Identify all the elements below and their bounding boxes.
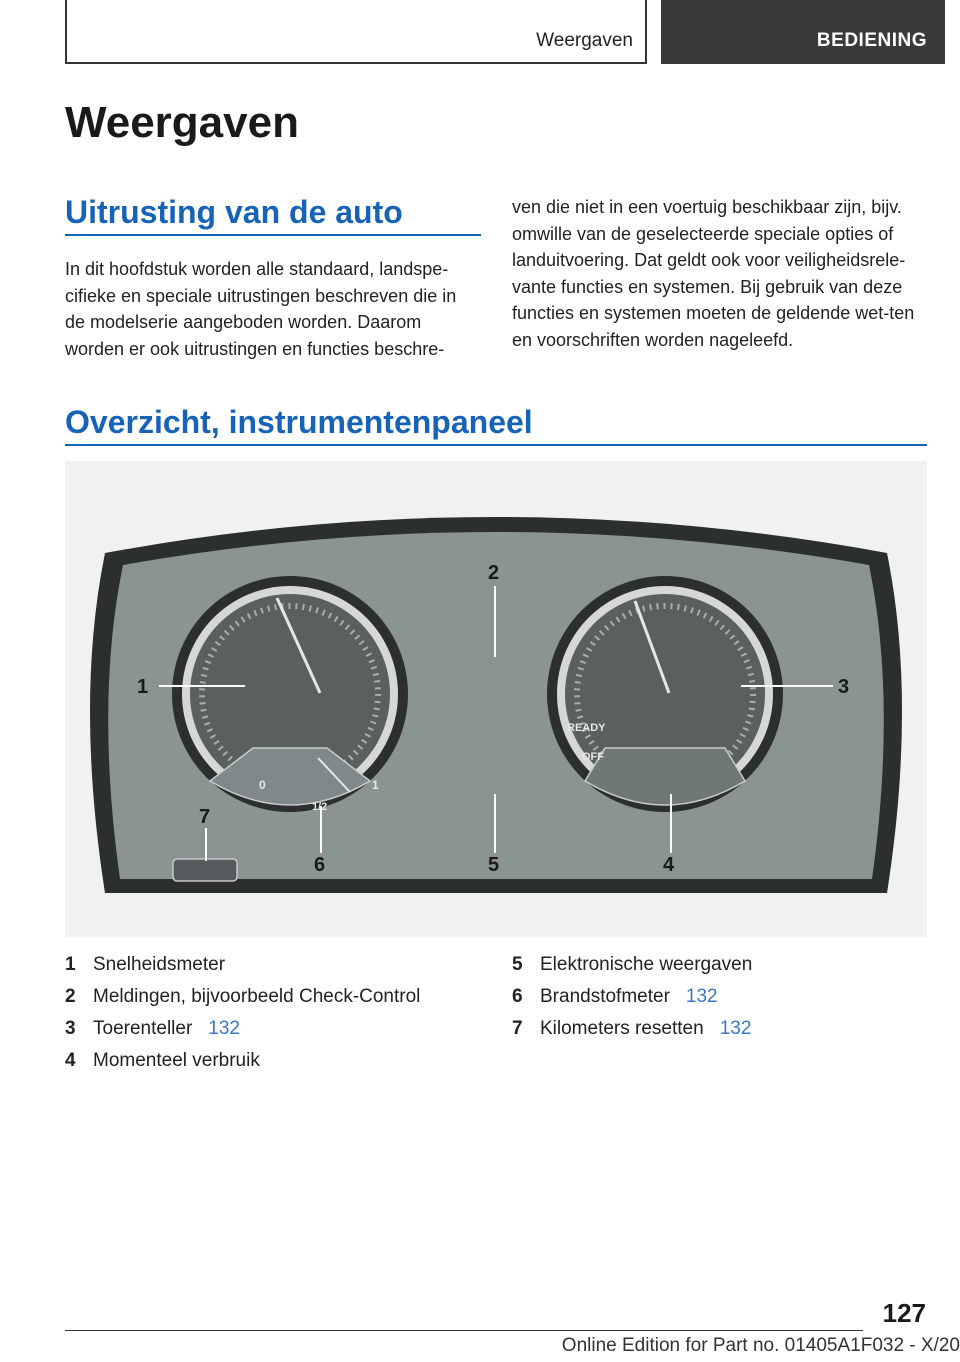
legend-item	[512, 949, 752, 981]
instrument-cluster-illustration	[65, 461, 927, 937]
running-header-section: Weergaven	[536, 30, 633, 51]
legend-label: Elektronische weergaven	[540, 954, 753, 975]
fuel-label-full: 1	[372, 778, 379, 792]
legend-label: Toerenteller	[93, 1018, 193, 1039]
section-heading-overview: Overzicht, instrumentenpaneel	[65, 404, 533, 440]
page-reference-link[interactable]: 132	[685, 986, 718, 1007]
legend-label: Brandstofmeter	[540, 986, 670, 1007]
legend-number: 4	[65, 1050, 76, 1071]
body-text-col2: ven die niet in een voertuig beschikbaar zijn, bijv. omwille van de geselecteerde speciale opties of landuitvoering. Dat geldt ook voor veiligheidsrele-vante functies en systemen. Bij gebruik van deze functies en systemen moeten de geldende wet-ten en voorschriften worden nageleefd.	[512, 197, 915, 350]
legend-item	[65, 1045, 420, 1077]
legend-number: 7	[512, 1018, 523, 1039]
body-text-col1: In dit hoofdstuk worden alle standaard, landspe-cifieke en speciale uitrustingen beschreven die in de modelserie aangeboden worden. Daarom worden er ook uitrustingen en functies beschre-	[65, 259, 457, 359]
page-number: 127	[882, 1298, 926, 1328]
footer-rule	[65, 1330, 863, 1331]
reset-button	[173, 859, 237, 881]
instrument-cluster-figure	[65, 461, 927, 937]
page-reference-link[interactable]: 132	[208, 1018, 240, 1039]
legend-number: 3	[65, 1018, 76, 1039]
callout-5: 5	[488, 854, 500, 876]
legend-label: Snelheidsmeter	[93, 954, 226, 975]
section-rule	[65, 444, 927, 446]
legend-label: Meldingen, bijvoorbeeld Check-Control	[93, 986, 421, 1007]
chapter-tab	[661, 0, 945, 64]
tachometer	[547, 576, 783, 812]
footer-text: Online Edition for Part no. 01405A1F032 - X/20	[561, 1335, 960, 1356]
legend-number: 5	[512, 954, 523, 975]
section-heading-equipment: Uitrusting van de auto	[65, 194, 403, 230]
running-header-box	[65, 0, 647, 64]
fuel-label-empty: 0	[259, 778, 266, 792]
callout-7: 7	[199, 806, 211, 828]
section-rule	[65, 234, 481, 236]
legend-item	[512, 981, 752, 1013]
legend-item	[512, 1013, 752, 1045]
legend-number: 1	[65, 954, 76, 975]
legend-item	[65, 1013, 420, 1045]
legend-item	[65, 981, 420, 1013]
page-title: Weergaven	[65, 98, 299, 147]
callout-2: 2	[488, 562, 500, 584]
legend-label: Momenteel verbruik	[93, 1050, 260, 1071]
legend-number: 6	[512, 986, 523, 1007]
legend-label: Kilometers resetten	[540, 1018, 704, 1039]
off-label: OFF	[582, 751, 604, 763]
legend-number: 2	[65, 986, 76, 1007]
page-reference-link[interactable]: 132	[719, 1018, 752, 1039]
legend-right	[512, 949, 752, 1045]
legend-item	[65, 949, 420, 981]
callout-3: 3	[838, 676, 850, 698]
chapter-tab-label: BEDIENING	[816, 30, 927, 51]
ready-label: READY	[567, 722, 606, 734]
callout-1: 1	[137, 676, 149, 698]
callout-6: 6	[314, 854, 326, 876]
legend-left	[65, 949, 420, 1077]
callout-4: 4	[663, 854, 675, 876]
speedometer	[172, 576, 408, 813]
fuel-label-half: 1/2	[312, 801, 328, 813]
